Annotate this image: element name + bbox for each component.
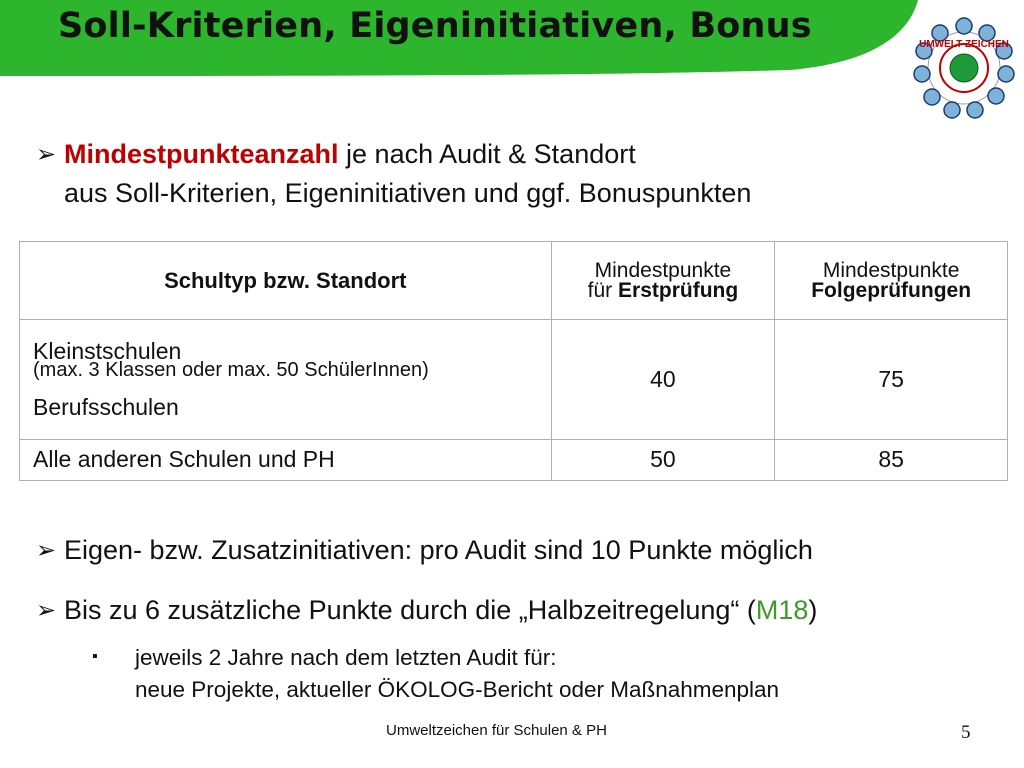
table-row — [20, 439, 1008, 480]
header-schultyp: Schultyp bzw. Standort — [20, 242, 552, 320]
page-number: 5 — [961, 722, 971, 743]
row2-schultyp: Alle anderen Schulen und PH — [20, 439, 552, 480]
footer-text: Umweltzeichen für Schulen & PH — [386, 722, 607, 739]
sub-bullet-line2: neue Projekte, aktueller ÖKOLOG-Bericht oder Maßnahmenplan — [135, 677, 780, 702]
points-table — [19, 241, 1008, 481]
svg-text:UMWELT ZEICHEN: UMWELT ZEICHEN — [919, 39, 1009, 50]
table-header-row — [20, 242, 1008, 320]
row2-erst-value: 50 — [551, 439, 775, 480]
row2-folge-value: 85 — [775, 439, 1008, 480]
arrow-bullet-icon: ➢ — [36, 597, 57, 624]
intro-highlight: Mindestpunkteanzahl — [64, 139, 339, 169]
m18-reference: M18 — [755, 595, 809, 625]
header-erstpruefung: Mindestpunkte für Erstprüfung — [551, 242, 775, 320]
title-banner — [0, 0, 1024, 80]
table-row — [20, 320, 1008, 440]
square-bullet-icon: ▪ — [92, 648, 98, 665]
header-folgepruefungen: Mindestpunkte Folgeprüfungen — [775, 242, 1008, 320]
row1-folge-value: 75 — [775, 320, 1008, 440]
arrow-bullet-icon: ➢ — [36, 537, 57, 564]
row1-erst-value: 40 — [551, 320, 775, 440]
intro-line2: aus Soll-Kriterien, Eigeninitiativen und ggf. Bonuspunkten — [64, 178, 752, 208]
row1-schultyp: Kleinstschulen (max. 3 Klassen oder max. 50 SchülerInnen) Berufsschulen — [20, 320, 552, 440]
slide-title: Soll-Kriterien, Eigeninitiativen, Bonus — [58, 6, 812, 46]
intro-line1-rest: je nach Audit & Standort — [338, 139, 636, 169]
arrow-bullet-icon: ➢ — [36, 141, 57, 168]
umweltzeichen-logo-icon — [912, 16, 1016, 120]
sub-bullet-line1: jeweils 2 Jahre nach dem letzten Audit für: — [135, 645, 557, 670]
